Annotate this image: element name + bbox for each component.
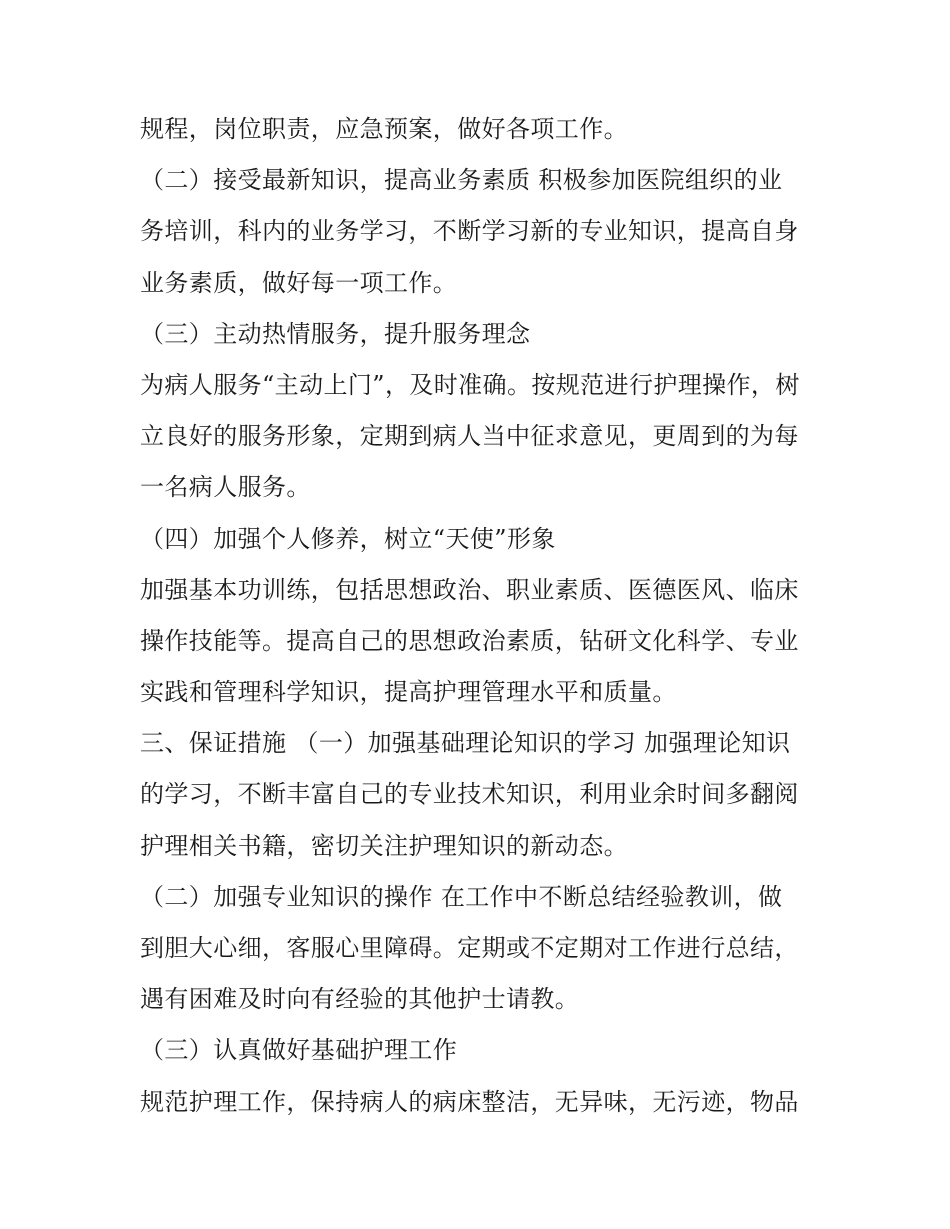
text-line: 加强基本功训练，包括思想政治、职业素质、医德医风、临床 [140, 575, 799, 604]
text-line: 到胆大心细，客服心里障碍。定期或不定期对工作进行总结， [140, 934, 799, 962]
text-line: 遇有困难及时向有经验的其他护士请教。 [140, 985, 580, 1014]
text-line: 护理相关书籍，密切关注护理知识的新动态。 [140, 831, 628, 860]
text-line: 一名病人服务。 [140, 473, 311, 502]
text-line: （三）认真做好基础护理工作 [140, 1036, 458, 1065]
text-line: 的学习，不断丰富自己的专业技术知识，利用业余时间多翻阅 [140, 780, 799, 809]
body-text [140, 104, 820, 1128]
text-line: 操作技能等。提高自己的思想政治素质，钻研文化科学、专业 [140, 626, 799, 655]
text-line: （三）主动热情服务，提升服务理念 [140, 319, 531, 348]
text-line: 务培训，科内的业务学习，不断学习新的专业知识，提高自身 [140, 217, 799, 246]
text-line: （二）接受最新知识，提高业务素质 积极参加医院组织的业 [140, 166, 783, 195]
text-line: （四）加强个人修养，树立“天使”形象 [140, 524, 556, 553]
text-line: 立良好的服务形象，定期到病人当中征求意见，更周到的为每 [140, 422, 799, 451]
text-line: （二）加强专业知识的操作 在工作中不断总结经验教训，做 [140, 882, 783, 911]
text-line: 规程，岗位职责，应急预案，做好各项工作。 [140, 115, 628, 143]
text-line: 实践和管理科学知识，提高护理管理水平和质量。 [140, 678, 677, 707]
text-line: 为病人服务“主动上门”，及时准确。按规范进行护理操作，树 [140, 370, 800, 399]
text-line: 业务素质，做好每一项工作。 [140, 268, 458, 297]
text-line: 规范护理工作，保持病人的病床整洁，无异味，无污迹，物品 [140, 1087, 799, 1116]
text-line: 三、保证措施 （一）加强基础理论知识的学习 加强理论知识 [140, 729, 791, 758]
